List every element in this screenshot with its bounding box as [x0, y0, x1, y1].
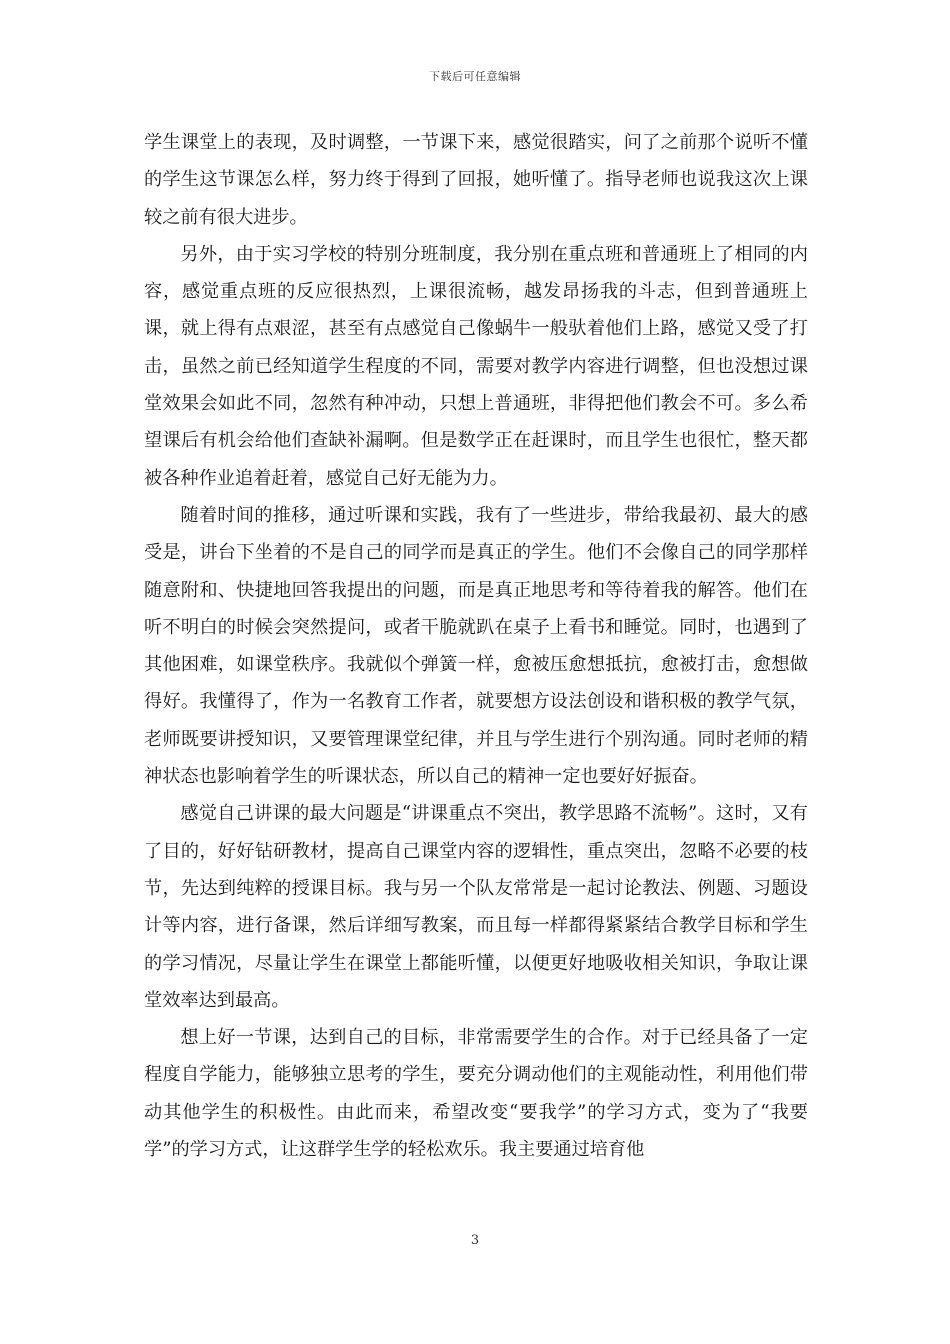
paragraph-4: 感觉自己讲课的最大问题是“讲课重点不突出，教学思路不流畅”。这时，又有了目的，好好钻研教材，提高自己课堂内容的逻辑性，重点突出，忽略不必要的枝节，先达到纯粹的授课目标。我与另一个队友常常是一起讨论教法、例题、习题设计等内容，进行备课，然后详细写教案，而且每一样都得紧紧结合教学目标和学生的学习情况，尽量让学生在课堂上都能听懂，以便更好地吸收相关知识，争取让课堂效率达到最高。	[144, 803, 808, 1011]
paragraph-2: 另外，由于实习学校的特别分班制度，我分别在重点班和普通班上了相同的内容，感觉重点班的反应很热烈，上课很流畅，越发昂扬我的斗志，但到普通班上课，就上得有点艰涩，甚至有点感觉自己像蜗牛一般驮着他们上路，感觉又受了打击，虽然之前已经知道学生程度的不同，需要对教学内容进行调整，但也没想过课堂效果会如此不同，忽然有种冲动，只想上普通班，非得把他们教会不可。多么希望课后有机会给他们查缺补漏啊。但是数学正在赶课时，而且学生也很忙，整天都被各种作业追着赶着，感觉自己好无能为力。	[144, 243, 808, 489]
paragraph-5: 想上好一节课，达到自己的目标，非常需要学生的合作。对于已经具备了一定程度自学能力，能够独立思考的学生，要充分调动他们的主观能动性，利用他们带动其他学生的积极性。由此而来，希望改变“要我学”的学习方式，变为了“我要学”的学习方式，让这群学生学的轻松欢乐。我主要通过培育他	[144, 1027, 808, 1161]
paragraph-1: 学生课堂上的表现，及时调整，一节课下来，感觉很踏实，问了之前那个说听不懂的学生这节课怎么样，努力终于得到了回报，她听懂了。指导老师也说我这次上课较之前有很大进步。	[144, 132, 808, 228]
page-header: 下载后可任意编辑	[429, 70, 521, 83]
paragraph-3: 随着时间的推移，通过听课和实践，我有了一些进步，带给我最初、最大的感受是，讲台下坐着的不是自己的同学而是真正的学生。他们不会像自己的同学那样随意附和、快捷地回答我提出的问题，而是真正地思考和等待着我的解答。他们在听不明白的时候会突然提问，或者干脆就趴在桌子上看书和睡觉。同时，也遇到了其他困难，如课堂秩序。我就似个弹簧一样，愈被压愈想抵抗，愈被打击，愈想做得好。我懂得了，作为一名教育工作者，就要想方设法创设和谐积极的教学气氛，老师既要讲授知识，又要管理课堂纪律，并且与学生进行个别沟通。同时老师的精神状态也影响着学生的听课状态，所以自己的精神一定也要好好振奋。	[144, 504, 808, 788]
document-body	[144, 124, 808, 1168]
page-number: 3	[470, 1233, 480, 1248]
